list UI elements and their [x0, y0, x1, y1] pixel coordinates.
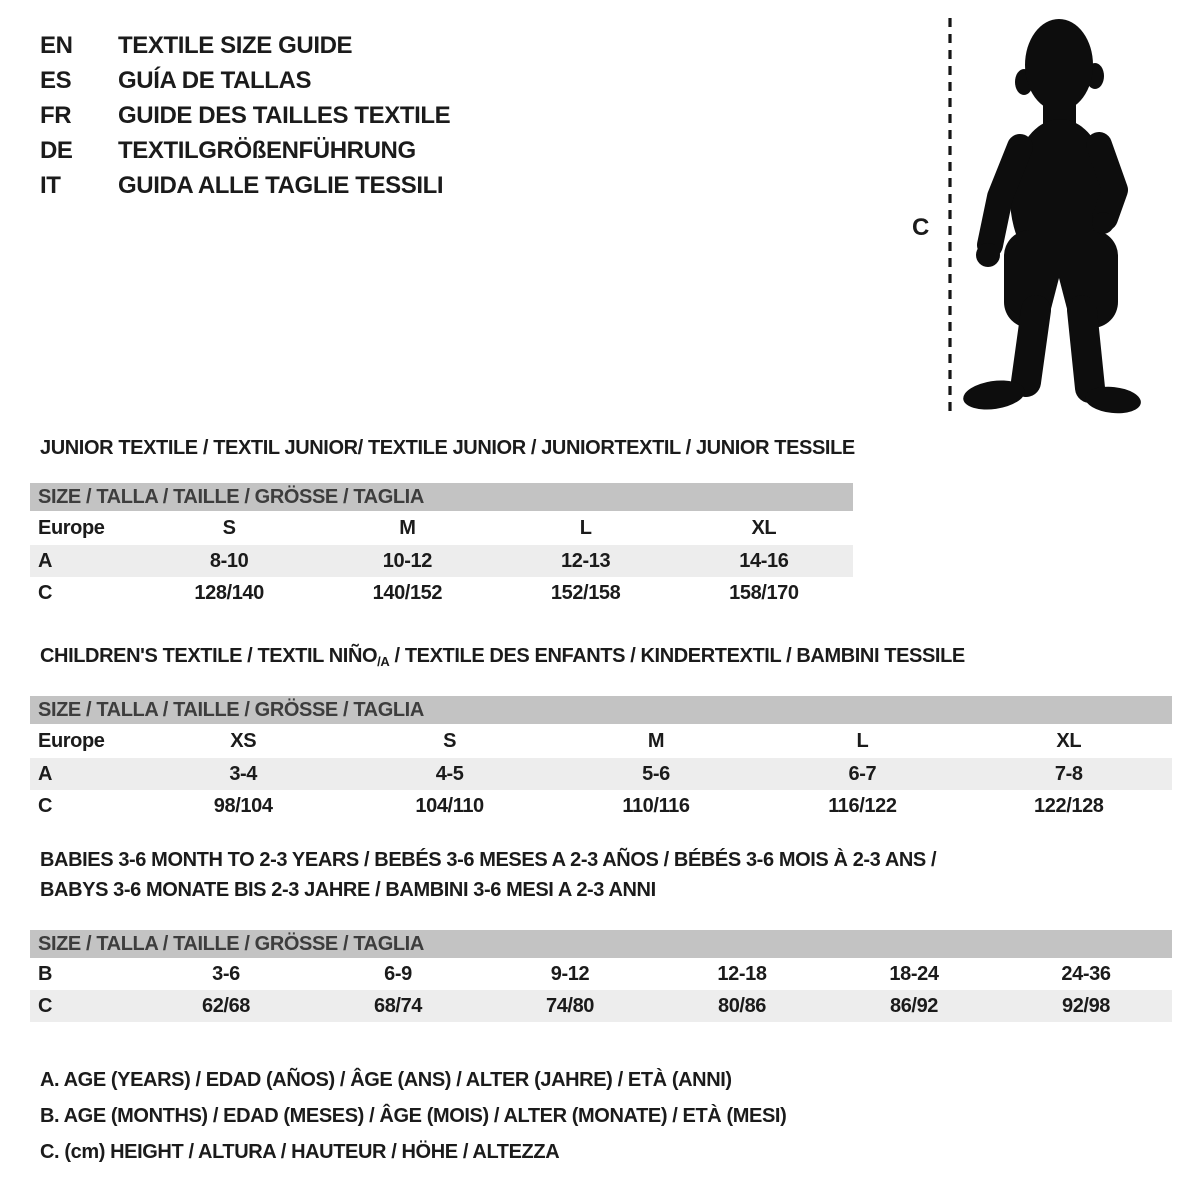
junior-age-row — [30, 545, 853, 577]
size-column-xl: XL — [751, 516, 777, 539]
babies-age-row — [30, 958, 1172, 990]
size-column-s: S — [443, 729, 457, 752]
childrens-size-bar-label: SIZE / TALLA / TAILLE / GRÖSSE / TAGLIA — [38, 699, 424, 721]
baby-silhouette-icon — [958, 12, 1143, 417]
babies-size-bar — [30, 930, 1172, 958]
junior-section-title: JUNIOR TEXTILE / TEXTIL JUNIOR/ TEXTILE JUNIOR / JUNIORTEXTIL / JUNIOR TESSILE — [40, 437, 855, 459]
row-label-b: B — [38, 962, 53, 985]
age-months-value: 3-6 — [212, 962, 240, 985]
age-months-value: 18-24 — [889, 962, 939, 985]
age-months-value: 9-12 — [550, 962, 590, 985]
height-value: 116/122 — [828, 794, 897, 817]
age-months-value: 12-18 — [717, 962, 767, 985]
height-value: 158/170 — [729, 581, 799, 604]
age-value: 7-8 — [1054, 762, 1083, 785]
language-code: EN — [40, 31, 73, 59]
legend-age-years: A. AGE (YEARS) / EDAD (AÑOS) / ÂGE (ANS) / ALTER (JAHRE) / ETÀ (ANNI) — [40, 1069, 732, 1091]
junior-size-bar — [30, 483, 853, 511]
age-value: 4-5 — [435, 762, 464, 785]
childrens-title-subscript: /A — [377, 654, 390, 669]
language-code: ES — [40, 66, 72, 94]
size-column-m: M — [647, 729, 665, 752]
age-value: 14-16 — [739, 549, 789, 572]
row-label-c: C — [38, 794, 53, 817]
junior-height-row — [30, 577, 853, 609]
guide-title-fr: GUIDE DES TAILLES TEXTILE — [118, 101, 451, 129]
row-label-a: A — [38, 762, 53, 785]
childrens-height-row — [30, 790, 1172, 822]
language-row-fr — [40, 98, 450, 133]
age-value: 10-12 — [382, 549, 432, 572]
height-value: 110/116 — [622, 794, 690, 817]
size-column-s: S — [222, 516, 236, 539]
babies-size-bar-label: SIZE / TALLA / TAILLE / GRÖSSE / TAGLIA — [38, 933, 424, 955]
language-row-es — [40, 63, 450, 98]
junior-column-header-row — [30, 511, 853, 545]
row-label-c: C — [38, 581, 53, 604]
language-row-it — [40, 168, 450, 203]
childrens-column-header-row — [30, 724, 1172, 758]
childrens-size-bar — [30, 696, 1172, 724]
legend-height-cm: C. (cm) HEIGHT / ALTURA / HAUTEUR / HÖHE / ALTEZZA — [40, 1141, 560, 1163]
height-value: 62/68 — [201, 994, 251, 1017]
language-code: DE — [40, 136, 73, 164]
language-code: FR — [40, 101, 72, 129]
guide-title-de: TEXTILGRÖßENFÜHRUNG — [118, 136, 416, 164]
height-value: 80/86 — [717, 994, 767, 1017]
height-value: 152/158 — [550, 581, 621, 604]
row-label-c: C — [38, 994, 53, 1017]
legend-age-months: B. AGE (MONTHS) / EDAD (MESES) / ÂGE (MOIS) / ALTER (MONATE) / ETÀ (MESI) — [40, 1105, 787, 1127]
row-label-a: A — [38, 549, 53, 572]
age-months-value: 6-9 — [384, 962, 412, 985]
age-value: 8-10 — [209, 549, 249, 572]
height-value: 98/104 — [213, 794, 273, 817]
language-code: IT — [40, 171, 61, 199]
childrens-section-title — [40, 643, 1172, 675]
babies-textile-section — [30, 845, 1172, 1022]
guide-title-it: GUIDA ALLE TAGLIE TESSILI — [118, 171, 444, 199]
size-column-l: L — [856, 729, 869, 752]
babies-section-title-line1: BABIES 3-6 MONTH TO 2-3 YEARS / BEBÉS 3-6 MESES A 2-3 AÑOS / BÉBÉS 3-6 MOIS À 2-3 ANS / — [40, 849, 937, 871]
babies-height-row — [30, 990, 1172, 1022]
height-measure-label: C — [912, 214, 929, 241]
size-column-xs: XS — [230, 729, 257, 752]
height-value: 86/92 — [889, 994, 939, 1017]
junior-size-bar-label: SIZE / TALLA / TAILLE / GRÖSSE / TAGLIA — [38, 486, 424, 508]
region-column-header: Europe — [38, 516, 105, 539]
height-value: 128/140 — [194, 581, 264, 604]
age-value: 12-13 — [561, 549, 611, 572]
age-months-value: 24-36 — [1061, 962, 1111, 985]
height-value: 122/128 — [1034, 794, 1104, 817]
measurement-legend — [40, 1062, 786, 1170]
junior-textile-section — [30, 435, 853, 609]
size-column-l: L — [579, 516, 592, 539]
guide-title-es: GUÍA DE TALLAS — [118, 66, 312, 94]
childrens-age-row — [30, 758, 1172, 790]
age-value: 6-7 — [848, 762, 877, 785]
language-row-en — [40, 28, 450, 63]
height-value: 74/80 — [545, 994, 595, 1017]
height-value: 68/74 — [373, 994, 423, 1017]
childrens-textile-section — [30, 643, 1172, 822]
age-value: 5-6 — [642, 762, 670, 785]
size-column-m: M — [399, 516, 416, 539]
region-column-header: Europe — [38, 729, 105, 752]
size-column-xl: XL — [1056, 729, 1082, 752]
height-value: 104/110 — [415, 794, 484, 817]
babies-section-title-line2: BABYS 3-6 MONATE BIS 2-3 JAHRE / BAMBINI 3-6 MESI A 2-3 ANNI — [40, 879, 656, 901]
age-value: 3-4 — [229, 762, 258, 785]
childrens-title-part: CHILDREN'S TEXTILE / TEXTIL NIÑO — [40, 645, 378, 667]
height-value: 92/98 — [1061, 994, 1111, 1017]
height-value: 140/152 — [372, 581, 443, 604]
language-title-list — [40, 28, 450, 203]
guide-title-en: TEXTILE SIZE GUIDE — [118, 31, 353, 59]
language-row-de — [40, 133, 450, 168]
childrens-title-part: / TEXTILE DES ENFANTS / KINDERTEXTIL / BAMBINI TESSILE — [389, 645, 965, 667]
